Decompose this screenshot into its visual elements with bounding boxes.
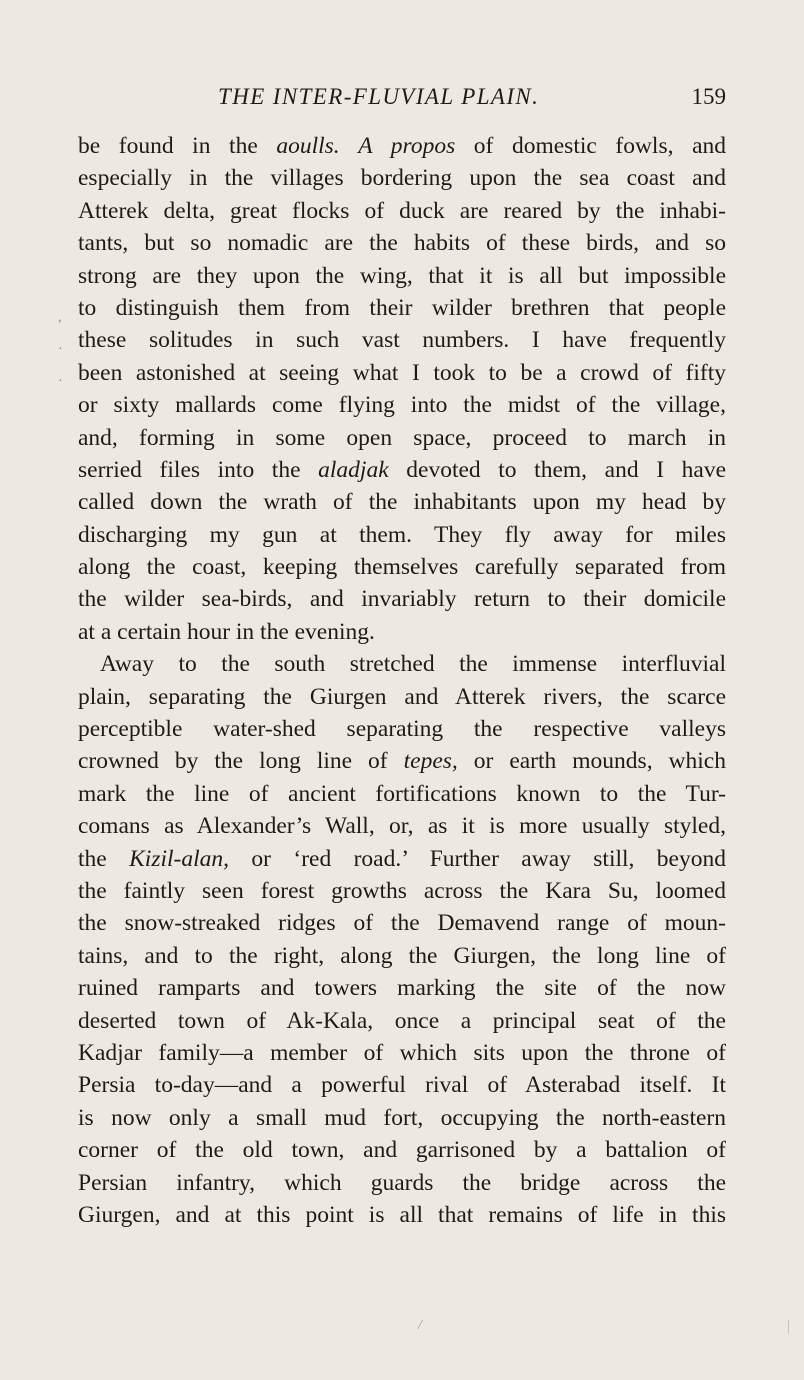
text-line: been astonished at seeing what I took to be a crowd of fifty <box>78 359 726 386</box>
page-number: 159 <box>691 84 726 109</box>
text-line: plain, separating the Giurgen and Atterek rivers, the scarce <box>78 683 726 710</box>
text-line: discharging my gun at them. They fly away for miles <box>78 521 726 548</box>
text-line: comans as Alexander’s Wall, or, as it is more usually styled, <box>78 813 726 840</box>
text-line: Atterek delta, great flocks of duck are reared by the inhabi- <box>78 197 726 224</box>
text-line: Persia to-day—and a powerful rival of Asterabad itself. It <box>78 1072 726 1099</box>
margin-mark: · <box>58 342 63 357</box>
text-line: or sixty mallards come flying into the midst of the village, <box>78 392 726 419</box>
margin-mark: · <box>58 374 63 389</box>
text-line: ruined ramparts and towers marking the site of the now <box>78 975 726 1002</box>
text-line: crowned by the long line of tepes, or earth mounds, which <box>78 748 726 775</box>
text-line: along the coast, keeping themselves carefully separated from <box>78 554 726 581</box>
text-line: these solitudes in such vast numbers. I have frequently <box>78 327 726 354</box>
text-line: Kadjar family—a member of which sits upon the throne of <box>78 1039 726 1066</box>
text-line: the snow-streaked ridges of the Demavend range of moun- <box>78 910 726 937</box>
text-line: the wilder sea-birds, and invariably return to their domicile <box>78 586 726 613</box>
text-line: called down the wrath of the inhabitants upon my head by <box>78 489 726 516</box>
text-line: Persian infantry, which guards the bridge across the <box>78 1169 726 1196</box>
text-line: to distinguish them from their wilder brethren that people <box>78 294 726 321</box>
text-line: strong are they upon the wing, that it is all but impossible <box>78 262 726 289</box>
text-line: especially in the villages bordering upon the sea coast and <box>78 165 726 192</box>
text-line-paragraph-start: Away to the south stretched the immense interfluvial <box>100 651 726 678</box>
text-line: tains, and to the right, along the Giurgen, the long line of <box>78 942 726 969</box>
text-line: serried files into the aladjak devoted to them, and I have <box>78 456 726 483</box>
text-line: be found in the aoulls. A propos of domestic fowls, and <box>78 133 727 159</box>
text-line-paragraph-end: at a certain hour in the evening. <box>78 618 375 645</box>
stray-mark: / <box>418 1318 422 1333</box>
text-line: mark the line of ancient fortifications known to the Tur- <box>78 780 726 807</box>
text-line: and, forming in some open space, proceed to march in <box>78 424 726 451</box>
text-line: perceptible water-shed separating the respective valleys <box>78 716 726 743</box>
text-line: tants, but so nomadic are the habits of these birds, and so <box>78 230 726 257</box>
text-line: the faintly seen forest growths across the Kara Su, loomed <box>78 877 726 904</box>
running-title: THE INTER-FLUVIAL PLAIN. <box>218 84 540 109</box>
text-line: corner of the old town, and garrisoned by a battalion of <box>78 1137 726 1164</box>
running-head <box>78 84 726 118</box>
margin-mark: , <box>58 310 62 325</box>
body-text <box>78 130 726 1231</box>
text-line: deserted town of Ak-Kala, once a principal seat of the <box>78 1007 726 1034</box>
text-line: Giurgen, and at this point is all that remains of life in this <box>78 1201 726 1228</box>
edge-mark <box>788 1320 789 1334</box>
text-line: the Kizil-alan, or ‘red road.’ Further away still, beyond <box>78 845 726 872</box>
text-line: is now only a small mud fort, occupying the north-eastern <box>78 1104 726 1131</box>
